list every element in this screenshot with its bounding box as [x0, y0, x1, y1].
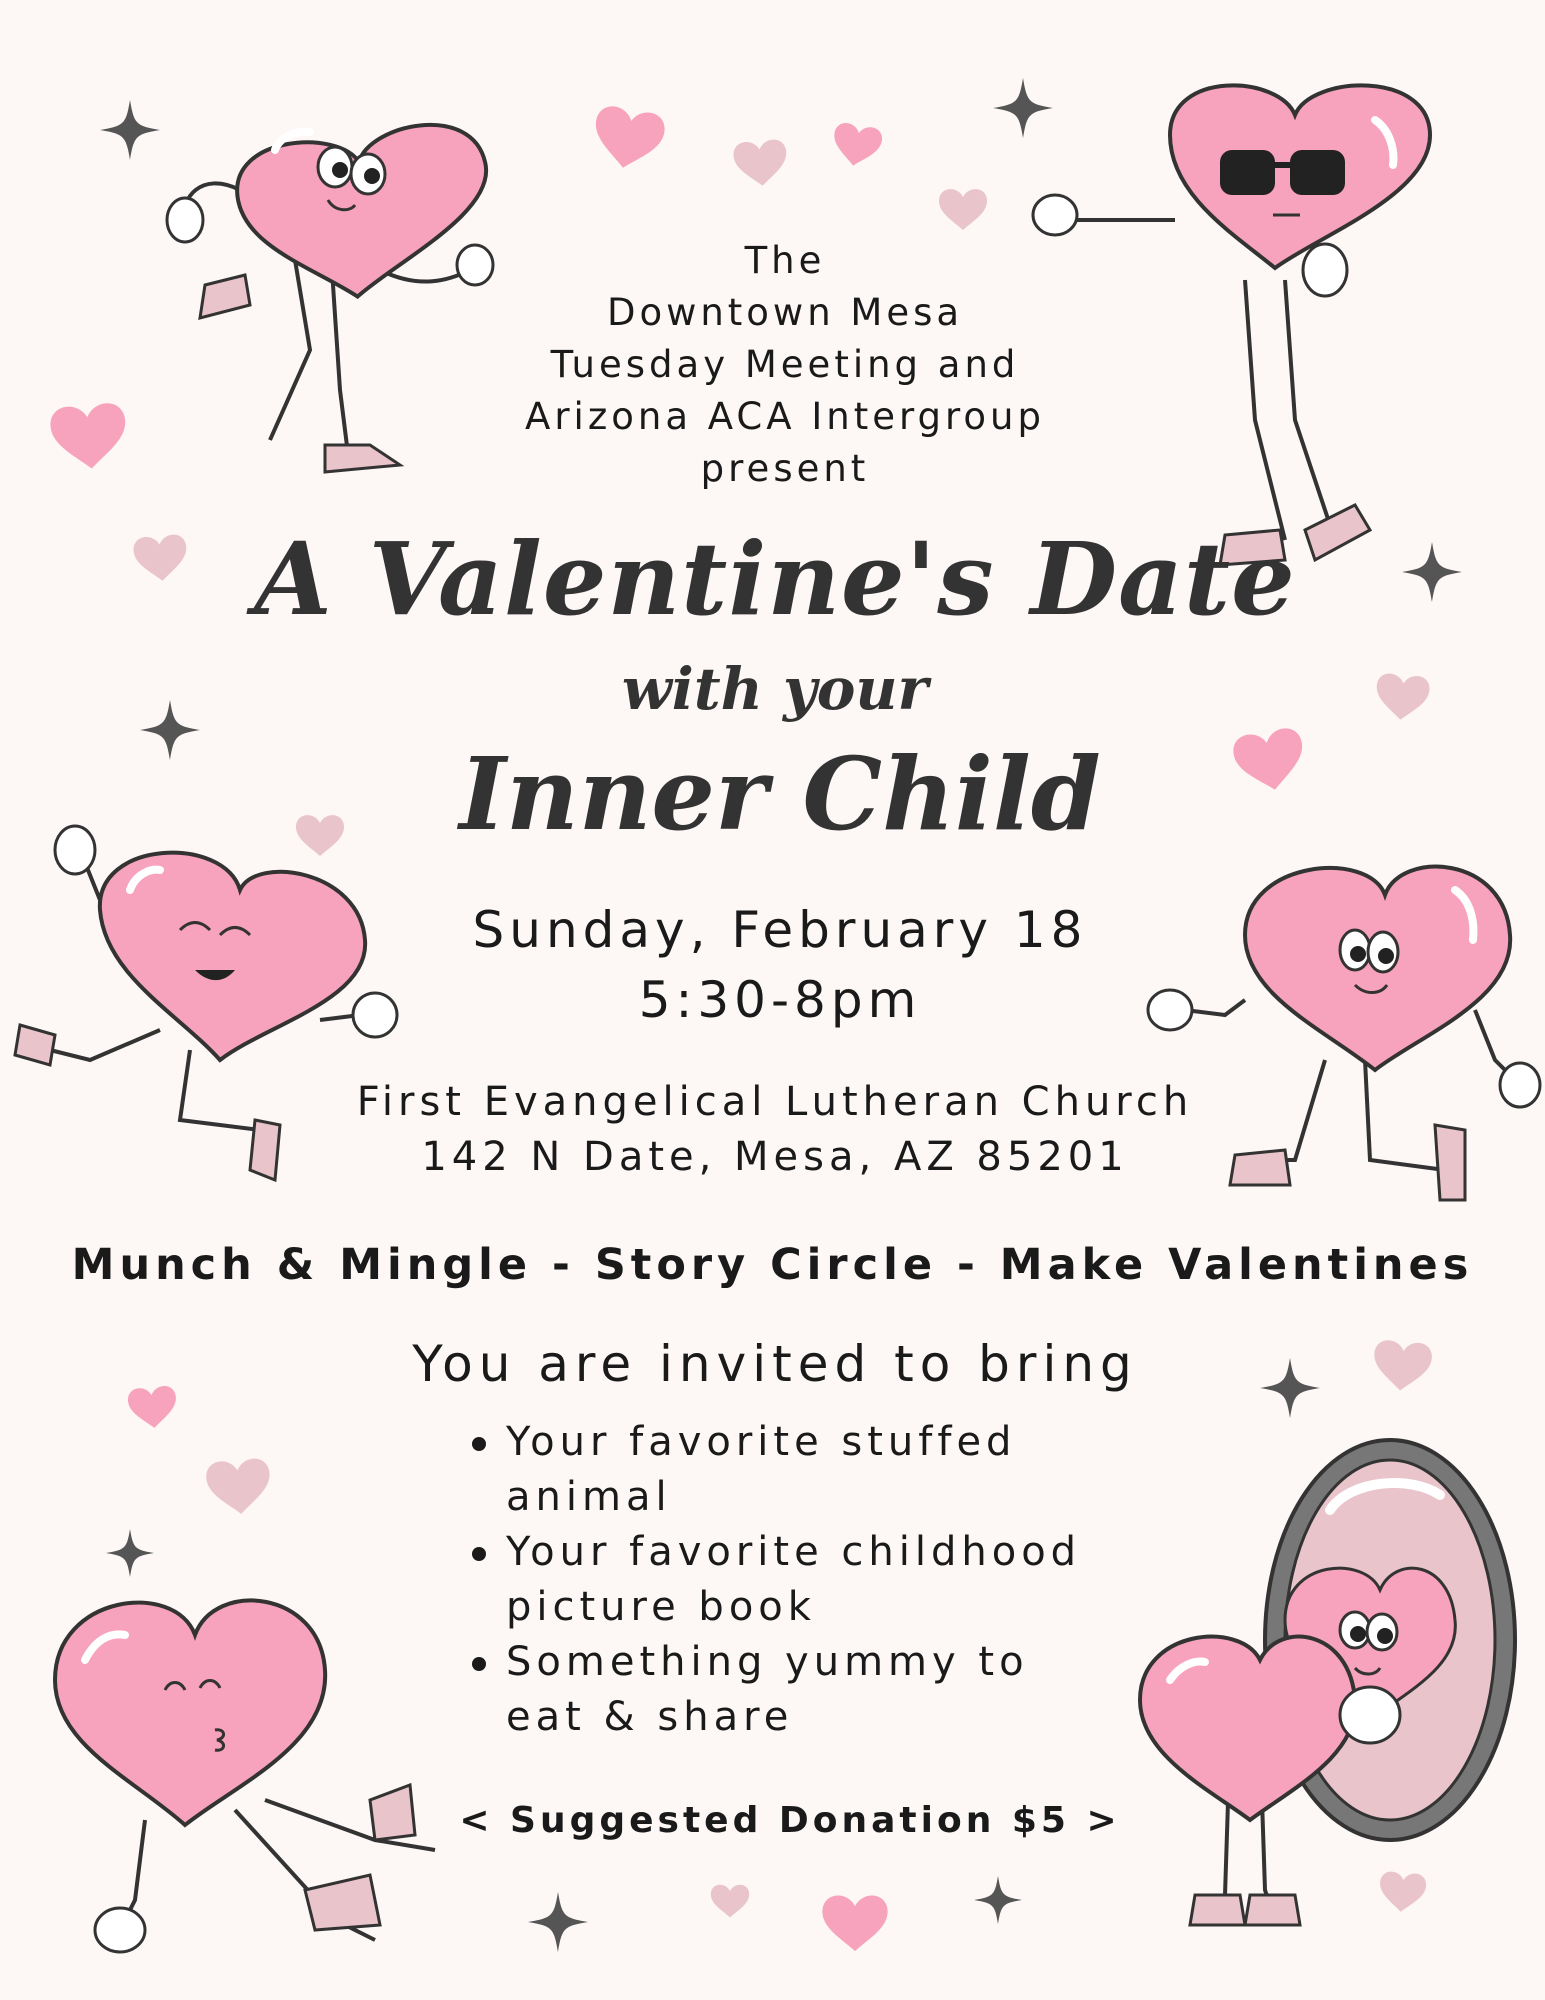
- activities-line: Munch & Mingle - Story Circle - Make Valentines: [71, 1240, 1474, 1290]
- sparkle-icon: [1260, 1358, 1320, 1418]
- intro-line: Tuesday Meeting and: [550, 343, 1020, 386]
- sparkle-icon: [528, 1892, 588, 1952]
- event-title-subject: Inner Child: [459, 735, 1101, 853]
- suggested-donation: < Suggested Donation $5 >: [459, 1800, 1121, 1841]
- heart-icon: [711, 1885, 749, 1918]
- event-date: Sunday, February 18: [472, 901, 1088, 959]
- heart-icon: [589, 104, 667, 174]
- event-title-connector: with your: [621, 655, 929, 723]
- heart-icon: [939, 189, 987, 230]
- heart-icon: [822, 1895, 887, 1951]
- bullet-icon: [472, 1657, 486, 1671]
- sparkle-icon: [106, 1529, 154, 1577]
- heart-icon: [732, 139, 789, 188]
- sparkle-icon: [1402, 542, 1462, 602]
- heart-icon: [1374, 673, 1431, 722]
- kissing-heart-character: [55, 1600, 435, 1952]
- heart-icon: [132, 534, 189, 583]
- list-item-line: picture book: [506, 1584, 816, 1630]
- list-item-line: Your favorite childhood: [506, 1529, 1082, 1575]
- sparkle-icon: [974, 1876, 1022, 1924]
- event-location: [300, 1075, 1250, 1185]
- heart-icon: [1231, 726, 1309, 796]
- venue-name: First Evangelical Lutheran Church: [356, 1079, 1194, 1125]
- heart-icon: [1371, 1339, 1433, 1393]
- event-title: A Valentine's Date: [254, 520, 1296, 638]
- intro-line: Downtown Mesa: [606, 291, 964, 334]
- list-item-line: Something yummy to: [506, 1639, 1029, 1685]
- intro-line: present: [700, 447, 870, 490]
- venue-address: 142 N Date, Mesa, AZ 85201: [421, 1134, 1129, 1180]
- heart-icon: [205, 1457, 273, 1516]
- intro-line: The: [744, 239, 826, 282]
- bring-list: [470, 1415, 1150, 1745]
- sparkle-icon: [100, 100, 160, 160]
- presenters-block: [380, 235, 1190, 495]
- list-item: [470, 1635, 1150, 1745]
- heart-icon: [1378, 1871, 1427, 1914]
- heart-icon: [830, 121, 884, 170]
- list-item-line: Your favorite stuffed: [506, 1419, 1017, 1465]
- list-item-line: eat & share: [506, 1694, 794, 1740]
- event-time: 5:30-8pm: [638, 971, 922, 1029]
- heart-icon: [127, 1385, 178, 1430]
- heart-icon: [296, 815, 344, 856]
- event-datetime: [380, 895, 1180, 1035]
- list-item: [470, 1525, 1150, 1635]
- intro-line: Arizona ACA Intergroup: [525, 395, 1045, 438]
- bullet-icon: [472, 1547, 486, 1561]
- bullet-icon: [472, 1437, 486, 1451]
- sparkle-icon: [140, 700, 200, 760]
- heart-icon: [49, 402, 129, 472]
- invite-heading: You are invited to bring: [412, 1335, 1138, 1393]
- mirror-heart-character: [1140, 1440, 1515, 1925]
- sparkle-icon: [993, 78, 1053, 138]
- list-item: [470, 1415, 1150, 1525]
- list-item-line: animal: [506, 1474, 672, 1520]
